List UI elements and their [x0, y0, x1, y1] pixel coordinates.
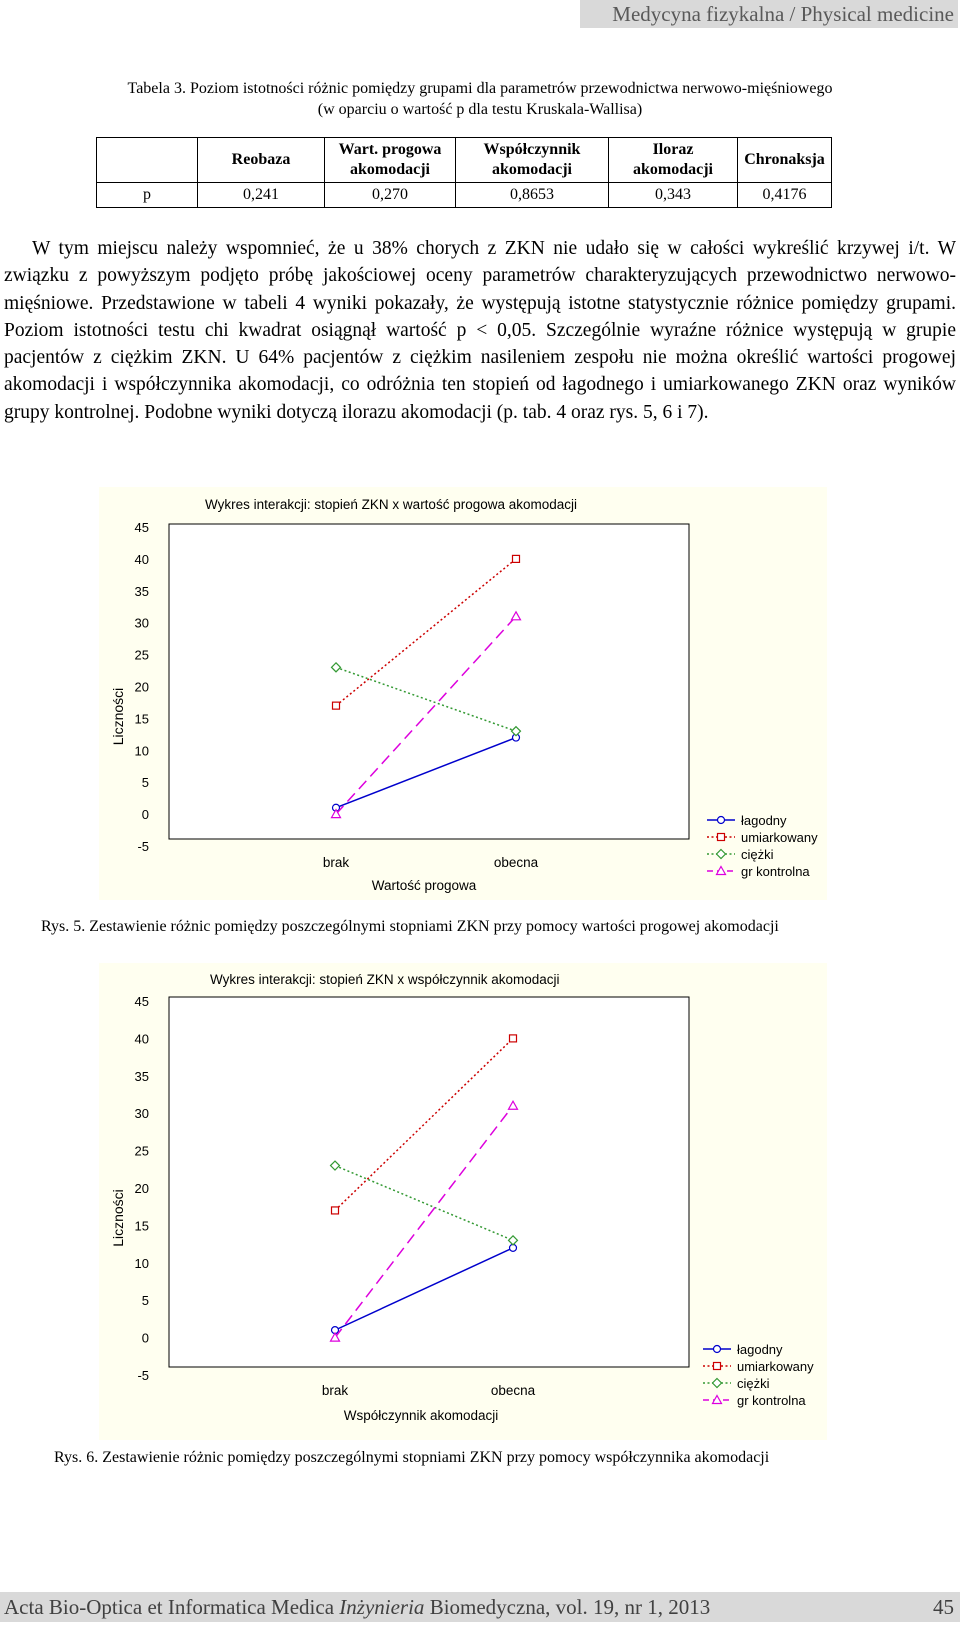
y-tick-label: 15: [134, 1218, 149, 1234]
series-point: [332, 1207, 339, 1214]
y-tick-label: 35: [134, 1068, 149, 1084]
chart-title: Wykres interakcji: stopień ZKN x współczynnik akomodacji: [210, 972, 560, 987]
x-axis-label: Współczynnik akomodacji: [343, 1408, 499, 1423]
table-header-row: [97, 138, 832, 183]
y-tick-label: 30: [134, 615, 149, 631]
table-header-cell: Iloraz akomodacji: [609, 138, 738, 183]
series-point: [513, 555, 520, 562]
y-tick-label: 35: [134, 583, 149, 599]
journal-section: Medycyna fizykalna / Physical medicine: [612, 2, 954, 26]
legend-label: gr kontrolna: [741, 864, 810, 879]
legend-label: ciężki: [737, 1376, 770, 1391]
table-cell: 0,8653: [456, 183, 609, 208]
y-tick-label: 20: [134, 1181, 149, 1196]
legend-marker: [714, 1363, 721, 1370]
table-caption-line2: (w oparciu o wartość p dla testu Kruskala-Wallisa): [317, 101, 643, 118]
body-text: [4, 235, 956, 426]
y-tick-label: 45: [134, 520, 149, 535]
y-tick-label: 25: [134, 647, 149, 663]
table-row: [97, 183, 832, 208]
y-tick-label: 40: [134, 1031, 149, 1047]
y-tick-label: -5: [137, 1368, 149, 1383]
y-tick-label: 0: [141, 807, 149, 823]
x-tick-label: brak: [322, 855, 350, 870]
y-tick-label: -5: [137, 839, 149, 854]
interaction-chart-threshold: [99, 487, 827, 900]
legend-label: łagodny: [737, 1342, 783, 1357]
running-footer: [0, 1592, 960, 1622]
table-header-cell: Chronaksja: [738, 138, 832, 183]
y-tick-label: 25: [134, 1143, 149, 1159]
y-tick-label: 5: [141, 1293, 149, 1309]
legend-label: umiarkowany: [741, 830, 818, 845]
table-cell: 0,270: [325, 183, 456, 208]
legend-label: umiarkowany: [737, 1359, 814, 1374]
body-paragraph: W tym miejscu należy wspomnieć, że u 38% chorych z ZKN nie udało się w całości wykreślić krzywej i/t. W związku z powyższym podjęto próbę jakościowej oceny parametrów charakteryzujących przewodnictwo nerwowo-mięśniowe. Przedstawione w tabeli 4 wyniki pokazały, że występują istotne statystycznie różnice pomiędzy grupami. Poziom istotności testu chi kwadrat osiągnął wartość p < 0,05. Szczególnie wyraźne różnice występują w grupie pacjentów z ciężkim ZKN. U 64% pacjentów z ciężkim nasileniem zespołu nie można określić wartości progowej akomodacji i współczynnika akomodacji, co odróżnia ten stopień od łagodnego i umiarkowanego ZKN oraz wyników grupy kontrolnej. Podobne wyniki dotyczą ilorazu akomodacji (p. tab. 4 oraz rys. 5, 6 i 7).: [4, 238, 956, 423]
running-header: [580, 0, 958, 28]
plot-area: [169, 997, 689, 1367]
y-tick-label: 45: [134, 994, 149, 1009]
y-tick-label: 15: [134, 711, 149, 727]
x-tick-label: brak: [321, 1383, 349, 1398]
y-axis-label: Liczności: [110, 1189, 126, 1247]
table-header-cell: Wart. progowa akomodacji: [325, 138, 456, 183]
x-axis-label: Wartość progowa: [371, 878, 477, 893]
table-header-cell: Reobaza: [198, 138, 325, 183]
legend-label: ciężki: [741, 847, 774, 862]
chart-title: Wykres interakcji: stopień ZKN x wartość progowa akomodacji: [205, 497, 578, 512]
legend-marker: [718, 817, 725, 824]
plot-area: [169, 524, 689, 839]
table-cell: 0,4176: [738, 183, 832, 208]
page-number: 45: [933, 1595, 954, 1619]
y-tick-label: 10: [134, 743, 149, 759]
legend-marker: [714, 1346, 721, 1353]
legend-marker: [718, 834, 725, 841]
table-caption-line1: Tabela 3. Poziom istotności różnic pomiędzy grupami dla parametrów przewodnictwa nerwowo-mięśniowego: [127, 80, 833, 97]
y-tick-label: 0: [141, 1330, 149, 1346]
table-cell: 0,241: [198, 183, 325, 208]
table-header-cell: Współczynnik akomodacji: [456, 138, 609, 183]
y-tick-label: 10: [134, 1255, 149, 1271]
table-corner-cell: [97, 138, 198, 183]
figure-caption-5: Rys. 5. Zestawienie różnic pomiędzy poszczególnymi stopniami ZKN przy pomocy wartości progowej akomodacji: [41, 918, 779, 935]
journal-name: Acta Bio-Optica et Informatica Medica Inżynieria Biomedyczna, vol. 19, nr 1, 2013: [4, 1595, 711, 1619]
y-tick-label: 30: [134, 1106, 149, 1122]
legend-label: łagodny: [741, 813, 787, 828]
table-cell: 0,343: [609, 183, 738, 208]
legend-label: gr kontrolna: [737, 1393, 806, 1408]
series-point: [333, 702, 340, 709]
figure-caption-6: Rys. 6. Zestawienie różnic pomiędzy poszczególnymi stopniami ZKN przy pomocy współczynnika akomodacji: [54, 1449, 770, 1466]
x-tick-label: obecna: [490, 1383, 536, 1398]
y-tick-label: 20: [134, 679, 149, 695]
legend-marker: [713, 1379, 722, 1388]
interaction-chart-coefficient: [99, 963, 827, 1440]
y-tick-label: 5: [141, 775, 149, 791]
y-axis-label: Liczności: [110, 687, 126, 746]
y-tick-label: 40: [134, 551, 149, 567]
x-tick-label: obecna: [493, 855, 539, 870]
significance-table: [96, 137, 832, 208]
legend-marker: [717, 850, 726, 859]
series-point: [510, 1035, 517, 1042]
table-row-label: p: [97, 183, 198, 208]
table-caption: [60, 78, 900, 120]
